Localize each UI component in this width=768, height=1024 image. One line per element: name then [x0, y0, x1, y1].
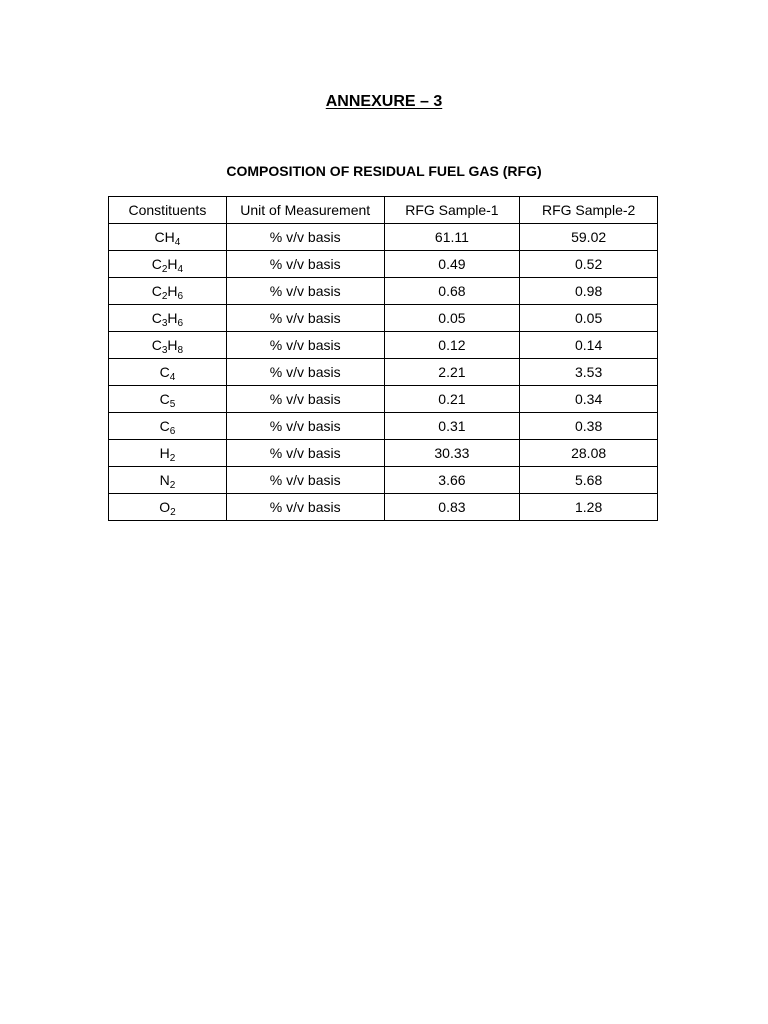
formula-element: C: [159, 418, 170, 434]
table-row: [109, 386, 658, 413]
formula-element: N: [159, 472, 170, 488]
unit-cell: % v/v basis: [226, 467, 384, 494]
table-row: [109, 413, 658, 440]
rfg-composition-table: [108, 196, 658, 521]
unit-cell: % v/v basis: [226, 224, 384, 251]
formula-element: C: [151, 310, 162, 326]
header-rfg-sample-2: RFG Sample-2: [520, 197, 658, 224]
sample-2-cell: 0.05: [520, 305, 658, 332]
header-constituents: Constituents: [109, 197, 227, 224]
table-row: [109, 224, 658, 251]
sample-1-cell: 0.21: [384, 386, 520, 413]
sample-2-cell: 1.28: [520, 494, 658, 521]
formula-element: H: [167, 337, 178, 353]
formula-element: C: [159, 391, 170, 407]
unit-cell: % v/v basis: [226, 305, 384, 332]
formula-element: O: [159, 499, 171, 515]
formula-subscript: 6: [169, 426, 176, 437]
unit-cell: % v/v basis: [226, 278, 384, 305]
table-row: [109, 440, 658, 467]
header-unit-of-measurement: Unit of Measurement: [226, 197, 384, 224]
table-heading: COMPOSITION OF RESIDUAL FUEL GAS (RFG): [226, 163, 542, 179]
sample-2-cell: 0.52: [520, 251, 658, 278]
constituent-cell: [109, 359, 227, 386]
formula-element: H: [167, 310, 178, 326]
sample-2-cell: 0.38: [520, 413, 658, 440]
constituent-cell: [109, 413, 227, 440]
constituent-cell: [109, 467, 227, 494]
formula-subscript: 2: [170, 507, 176, 518]
sample-1-cell: 0.12: [384, 332, 520, 359]
sample-2-cell: 0.14: [520, 332, 658, 359]
sample-1-cell: 0.05: [384, 305, 520, 332]
constituent-cell: [109, 251, 227, 278]
formula-element: C: [159, 364, 170, 380]
formula-subscript: 2: [169, 480, 176, 491]
formula-subscript: 4: [177, 264, 184, 275]
sample-1-cell: 61.11: [384, 224, 520, 251]
sample-2-cell: 0.98: [520, 278, 658, 305]
formula-subscript: 8: [177, 345, 184, 356]
sample-2-cell: 28.08: [520, 440, 658, 467]
formula-subscript: 3: [161, 318, 168, 329]
sample-1-cell: 3.66: [384, 467, 520, 494]
formula-element: H: [167, 256, 178, 272]
formula-subscript: 5: [169, 399, 176, 410]
table-row: [109, 305, 658, 332]
formula-subscript: 4: [169, 372, 176, 383]
formula-element: C: [151, 337, 162, 353]
table-row: [109, 332, 658, 359]
unit-cell: % v/v basis: [226, 251, 384, 278]
unit-cell: % v/v basis: [226, 413, 384, 440]
sample-1-cell: 0.83: [384, 494, 520, 521]
formula-subscript: 2: [161, 291, 168, 302]
constituent-cell: [109, 305, 227, 332]
table-row: [109, 359, 658, 386]
formula-subscript: 3: [161, 345, 168, 356]
table-row: [109, 467, 658, 494]
sample-1-cell: 0.68: [384, 278, 520, 305]
formula-element: CH: [154, 229, 175, 245]
formula-element: C: [151, 256, 162, 272]
sample-2-cell: 59.02: [520, 224, 658, 251]
unit-cell: % v/v basis: [226, 494, 384, 521]
annexure-title: ANNEXURE – 3: [325, 93, 443, 110]
table-body: [109, 224, 658, 521]
constituent-cell: [109, 332, 227, 359]
constituent-cell: [109, 224, 227, 251]
formula-element: H: [167, 283, 178, 299]
header-rfg-sample-1: RFG Sample-1: [384, 197, 520, 224]
sample-1-cell: 0.49: [384, 251, 520, 278]
formula-element: C: [151, 283, 162, 299]
constituent-cell: [109, 440, 227, 467]
table-row: [109, 251, 658, 278]
unit-cell: % v/v basis: [226, 359, 384, 386]
formula-subscript: 4: [174, 237, 181, 248]
formula-subscript: 2: [161, 264, 168, 275]
table-header-row: [109, 197, 658, 224]
unit-cell: % v/v basis: [226, 332, 384, 359]
sample-1-cell: 30.33: [384, 440, 520, 467]
constituent-cell: [109, 278, 227, 305]
formula-element: H: [159, 445, 170, 461]
unit-cell: % v/v basis: [226, 386, 384, 413]
constituent-cell: [109, 386, 227, 413]
sample-2-cell: 3.53: [520, 359, 658, 386]
unit-cell: % v/v basis: [226, 440, 384, 467]
sample-1-cell: 2.21: [384, 359, 520, 386]
sample-2-cell: 5.68: [520, 467, 658, 494]
formula-subscript: 6: [177, 291, 184, 302]
sample-1-cell: 0.31: [384, 413, 520, 440]
sample-2-cell: 0.34: [520, 386, 658, 413]
table-row: [109, 278, 658, 305]
table-row: [109, 494, 658, 521]
formula-subscript: 2: [169, 453, 176, 464]
formula-subscript: 6: [177, 318, 184, 329]
constituent-cell: [109, 494, 227, 521]
